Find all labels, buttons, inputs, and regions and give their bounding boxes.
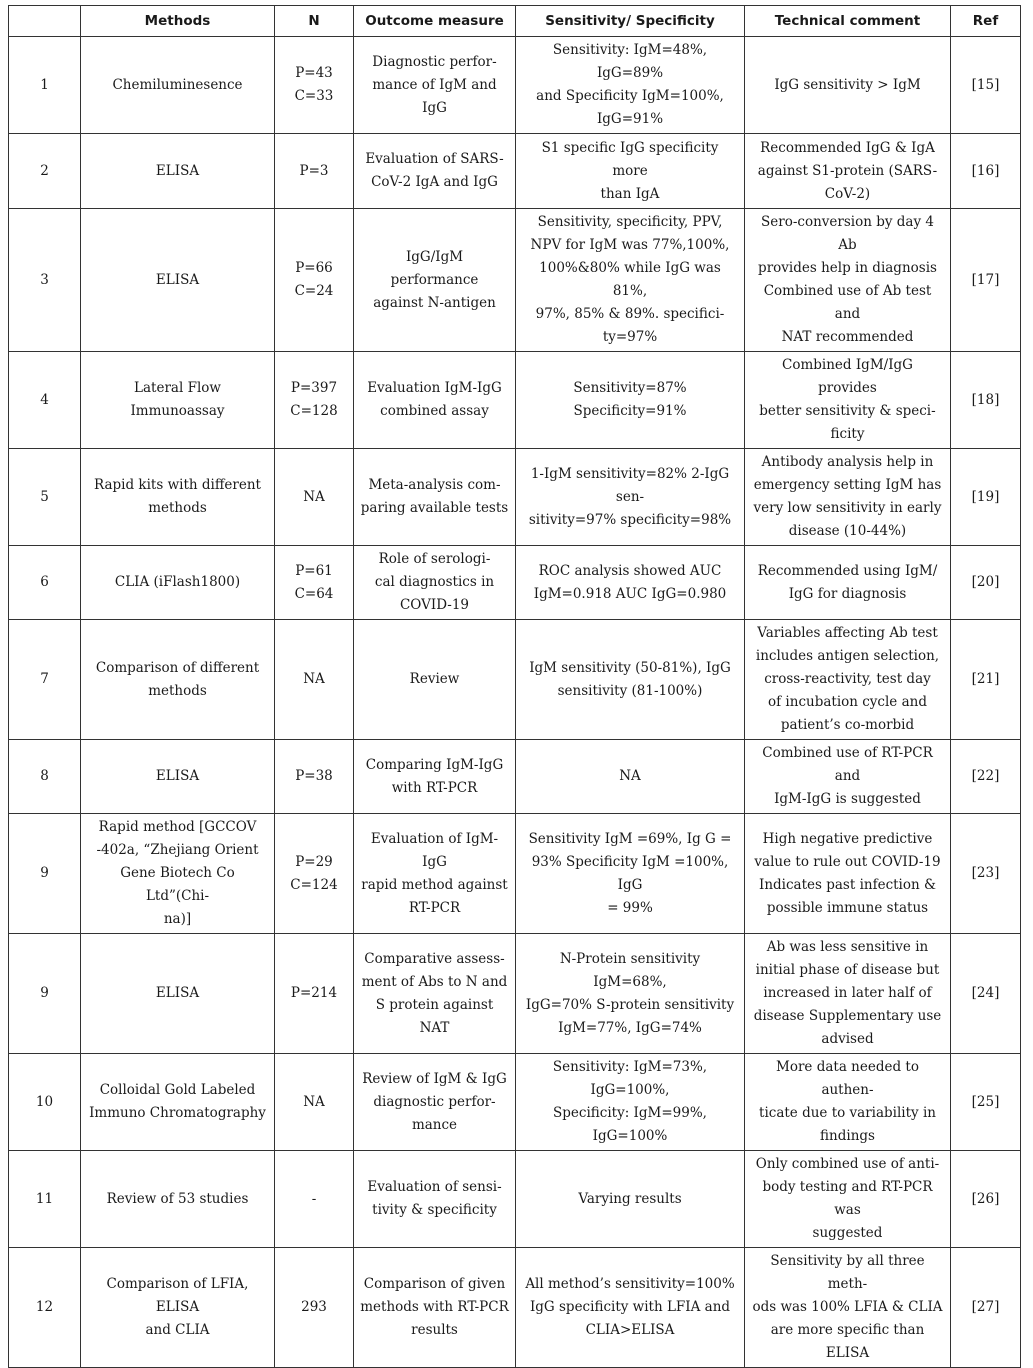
table-row bbox=[9, 814, 1021, 934]
table-row bbox=[9, 1248, 1021, 1368]
sensitivity-cell: Sensitivity: IgM=48%, IgG=89% and Specificity IgM=100%, IgG=91% bbox=[516, 37, 745, 134]
row-number: 1 bbox=[9, 37, 81, 134]
outcome-cell: IgG/IgM performance against N-antigen bbox=[354, 209, 516, 352]
method-cell: ELISA bbox=[81, 134, 275, 209]
comment-cell: Recommended IgG & IgA against S1-protein (SARS- CoV-2) bbox=[745, 134, 951, 209]
table-row bbox=[9, 1151, 1021, 1248]
sensitivity-cell: Sensitivity=87% Specificity=91% bbox=[516, 352, 745, 449]
outcome-cell: Role of serologi- cal diagnostics in COVID-19 bbox=[354, 546, 516, 620]
ref-cell: [27] bbox=[951, 1248, 1021, 1368]
outcome-cell: Comparative assess- ment of Abs to N and S protein against NAT bbox=[354, 934, 516, 1054]
method-cell: CLIA (iFlash1800) bbox=[81, 546, 275, 620]
method-cell: Rapid kits with different methods bbox=[81, 449, 275, 546]
sample-size-cell: 293 bbox=[275, 1248, 354, 1368]
column-header-comment: Technical comment bbox=[745, 6, 951, 37]
comment-cell: Recommended using IgM/ IgG for diagnosis bbox=[745, 546, 951, 620]
sensitivity-cell: S1 specific IgG specificity more than IgA bbox=[516, 134, 745, 209]
outcome-cell: Evaluation of IgM-IgG rapid method against RT-PCR bbox=[354, 814, 516, 934]
table-row bbox=[9, 1054, 1021, 1151]
outcome-cell: Review bbox=[354, 620, 516, 740]
method-cell: Rapid method [GCCOV -402a, “Zhejiang Orient Gene Biotech Co Ltd”(Chi- na)] bbox=[81, 814, 275, 934]
column-header-outcome: Outcome measure bbox=[354, 6, 516, 37]
sample-size-cell: P=61 C=64 bbox=[275, 546, 354, 620]
table-row bbox=[9, 209, 1021, 352]
table-row bbox=[9, 37, 1021, 134]
sensitivity-cell: ROC analysis showed AUC IgM=0.918 AUC IgG=0.980 bbox=[516, 546, 745, 620]
comment-cell: IgG sensitivity > IgM bbox=[745, 37, 951, 134]
studies-table bbox=[8, 5, 1021, 1368]
sensitivity-cell: Varying results bbox=[516, 1151, 745, 1248]
method-cell: ELISA bbox=[81, 934, 275, 1054]
column-header-methods: Methods bbox=[81, 6, 275, 37]
method-cell: Review of 53 studies bbox=[81, 1151, 275, 1248]
method-cell: Chemiluminesence bbox=[81, 37, 275, 134]
outcome-cell: Meta-analysis com- paring available tests bbox=[354, 449, 516, 546]
document-page bbox=[8, 5, 1021, 1368]
outcome-cell: Evaluation of sensi- tivity & specificity bbox=[354, 1151, 516, 1248]
row-number: 2 bbox=[9, 134, 81, 209]
comment-cell: Only combined use of anti- body testing and RT-PCR was suggested bbox=[745, 1151, 951, 1248]
sensitivity-cell: Sensitivity IgM =69%, Ig G = 93% Specificity IgM =100%, IgG = 99% bbox=[516, 814, 745, 934]
row-number: 6 bbox=[9, 546, 81, 620]
table-row bbox=[9, 740, 1021, 814]
sample-size-cell: P=3 bbox=[275, 134, 354, 209]
outcome-cell: Evaluation of SARS- CoV-2 IgA and IgG bbox=[354, 134, 516, 209]
column-header-sensitivity: Sensitivity/ Specificity bbox=[516, 6, 745, 37]
method-cell: ELISA bbox=[81, 740, 275, 814]
sample-size-cell: P=29 C=124 bbox=[275, 814, 354, 934]
ref-cell: [21] bbox=[951, 620, 1021, 740]
sensitivity-cell: Sensitivity, specificity, PPV, NPV for IgM was 77%,100%, 100%&80% while IgG was 81%, 97%, 85% & 89%. specifici- ty=97% bbox=[516, 209, 745, 352]
outcome-cell: Diagnostic perfor- mance of IgM and IgG bbox=[354, 37, 516, 134]
row-number: 4 bbox=[9, 352, 81, 449]
row-number: 9 bbox=[9, 934, 81, 1054]
sample-size-cell: P=43 C=33 bbox=[275, 37, 354, 134]
sensitivity-cell: N-Protein sensitivity IgM=68%, IgG=70% S-protein sensitivity IgM=77%, IgG=74% bbox=[516, 934, 745, 1054]
column-header-no bbox=[9, 6, 81, 37]
sample-size-cell: NA bbox=[275, 620, 354, 740]
column-header-n: N bbox=[275, 6, 354, 37]
row-number: 8 bbox=[9, 740, 81, 814]
outcome-cell: Comparison of given methods with RT-PCR results bbox=[354, 1248, 516, 1368]
sensitivity-cell: All method’s sensitivity=100% IgG specificity with LFIA and CLIA>ELISA bbox=[516, 1248, 745, 1368]
comment-cell: Antibody analysis help in emergency setting IgM has very low sensitivity in early disease (10-44%) bbox=[745, 449, 951, 546]
row-number: 5 bbox=[9, 449, 81, 546]
ref-cell: [19] bbox=[951, 449, 1021, 546]
row-number: 12 bbox=[9, 1248, 81, 1368]
outcome-cell: Evaluation IgM-IgG combined assay bbox=[354, 352, 516, 449]
comment-cell: Combined use of RT-PCR and IgM-IgG is suggested bbox=[745, 740, 951, 814]
ref-cell: [22] bbox=[951, 740, 1021, 814]
ref-cell: [24] bbox=[951, 934, 1021, 1054]
table-row bbox=[9, 134, 1021, 209]
outcome-cell: Review of IgM & IgG diagnostic perfor- mance bbox=[354, 1054, 516, 1151]
ref-cell: [17] bbox=[951, 209, 1021, 352]
method-cell: Lateral Flow Immunoassay bbox=[81, 352, 275, 449]
comment-cell: More data needed to authen- ticate due to variability in findings bbox=[745, 1054, 951, 1151]
comment-cell: High negative predictive value to rule out COVID-19 Indicates past infection & possible immune status bbox=[745, 814, 951, 934]
ref-cell: [15] bbox=[951, 37, 1021, 134]
comment-cell: Sensitivity by all three meth- ods was 100% LFIA & CLIA are more specific than ELISA bbox=[745, 1248, 951, 1368]
table-row bbox=[9, 352, 1021, 449]
table-row bbox=[9, 934, 1021, 1054]
table-row bbox=[9, 546, 1021, 620]
sensitivity-cell: 1-IgM sensitivity=82% 2-IgG sen- sitivity=97% specificity=98% bbox=[516, 449, 745, 546]
method-cell: ELISA bbox=[81, 209, 275, 352]
sample-size-cell: P=38 bbox=[275, 740, 354, 814]
comment-cell: Variables affecting Ab test includes antigen selection, cross-reactivity, test day of incubation cycle and patient’s co-morbid bbox=[745, 620, 951, 740]
row-number: 7 bbox=[9, 620, 81, 740]
row-number: 10 bbox=[9, 1054, 81, 1151]
outcome-cell: Comparing IgM-IgG with RT-PCR bbox=[354, 740, 516, 814]
row-number: 9 bbox=[9, 814, 81, 934]
sensitivity-cell: NA bbox=[516, 740, 745, 814]
method-cell: Comparison of LFIA, ELISA and CLIA bbox=[81, 1248, 275, 1368]
table-row bbox=[9, 449, 1021, 546]
ref-cell: [20] bbox=[951, 546, 1021, 620]
sample-size-cell: - bbox=[275, 1151, 354, 1248]
sensitivity-cell: Sensitivity: IgM=73%, IgG=100%, Specificity: IgM=99%, IgG=100% bbox=[516, 1054, 745, 1151]
column-header-ref: Ref bbox=[951, 6, 1021, 37]
row-number: 11 bbox=[9, 1151, 81, 1248]
ref-cell: [23] bbox=[951, 814, 1021, 934]
comment-cell: Ab was less sensitive in initial phase of disease but increased in later half of disease Supplementary use advised bbox=[745, 934, 951, 1054]
sample-size-cell: NA bbox=[275, 1054, 354, 1151]
comment-cell: Sero-conversion by day 4 Ab provides help in diagnosis Combined use of Ab test and NAT recommended bbox=[745, 209, 951, 352]
sample-size-cell: NA bbox=[275, 449, 354, 546]
sample-size-cell: P=214 bbox=[275, 934, 354, 1054]
table-row bbox=[9, 620, 1021, 740]
ref-cell: [16] bbox=[951, 134, 1021, 209]
method-cell: Colloidal Gold Labeled Immuno Chromatography bbox=[81, 1054, 275, 1151]
comment-cell: Combined IgM/IgG provides better sensitivity & speci- ficity bbox=[745, 352, 951, 449]
ref-cell: [18] bbox=[951, 352, 1021, 449]
method-cell: Comparison of different methods bbox=[81, 620, 275, 740]
sample-size-cell: P=66 C=24 bbox=[275, 209, 354, 352]
sensitivity-cell: IgM sensitivity (50-81%), IgG sensitivity (81-100%) bbox=[516, 620, 745, 740]
table-header-row bbox=[9, 6, 1021, 37]
sample-size-cell: P=397 C=128 bbox=[275, 352, 354, 449]
ref-cell: [26] bbox=[951, 1151, 1021, 1248]
row-number: 3 bbox=[9, 209, 81, 352]
ref-cell: [25] bbox=[951, 1054, 1021, 1151]
